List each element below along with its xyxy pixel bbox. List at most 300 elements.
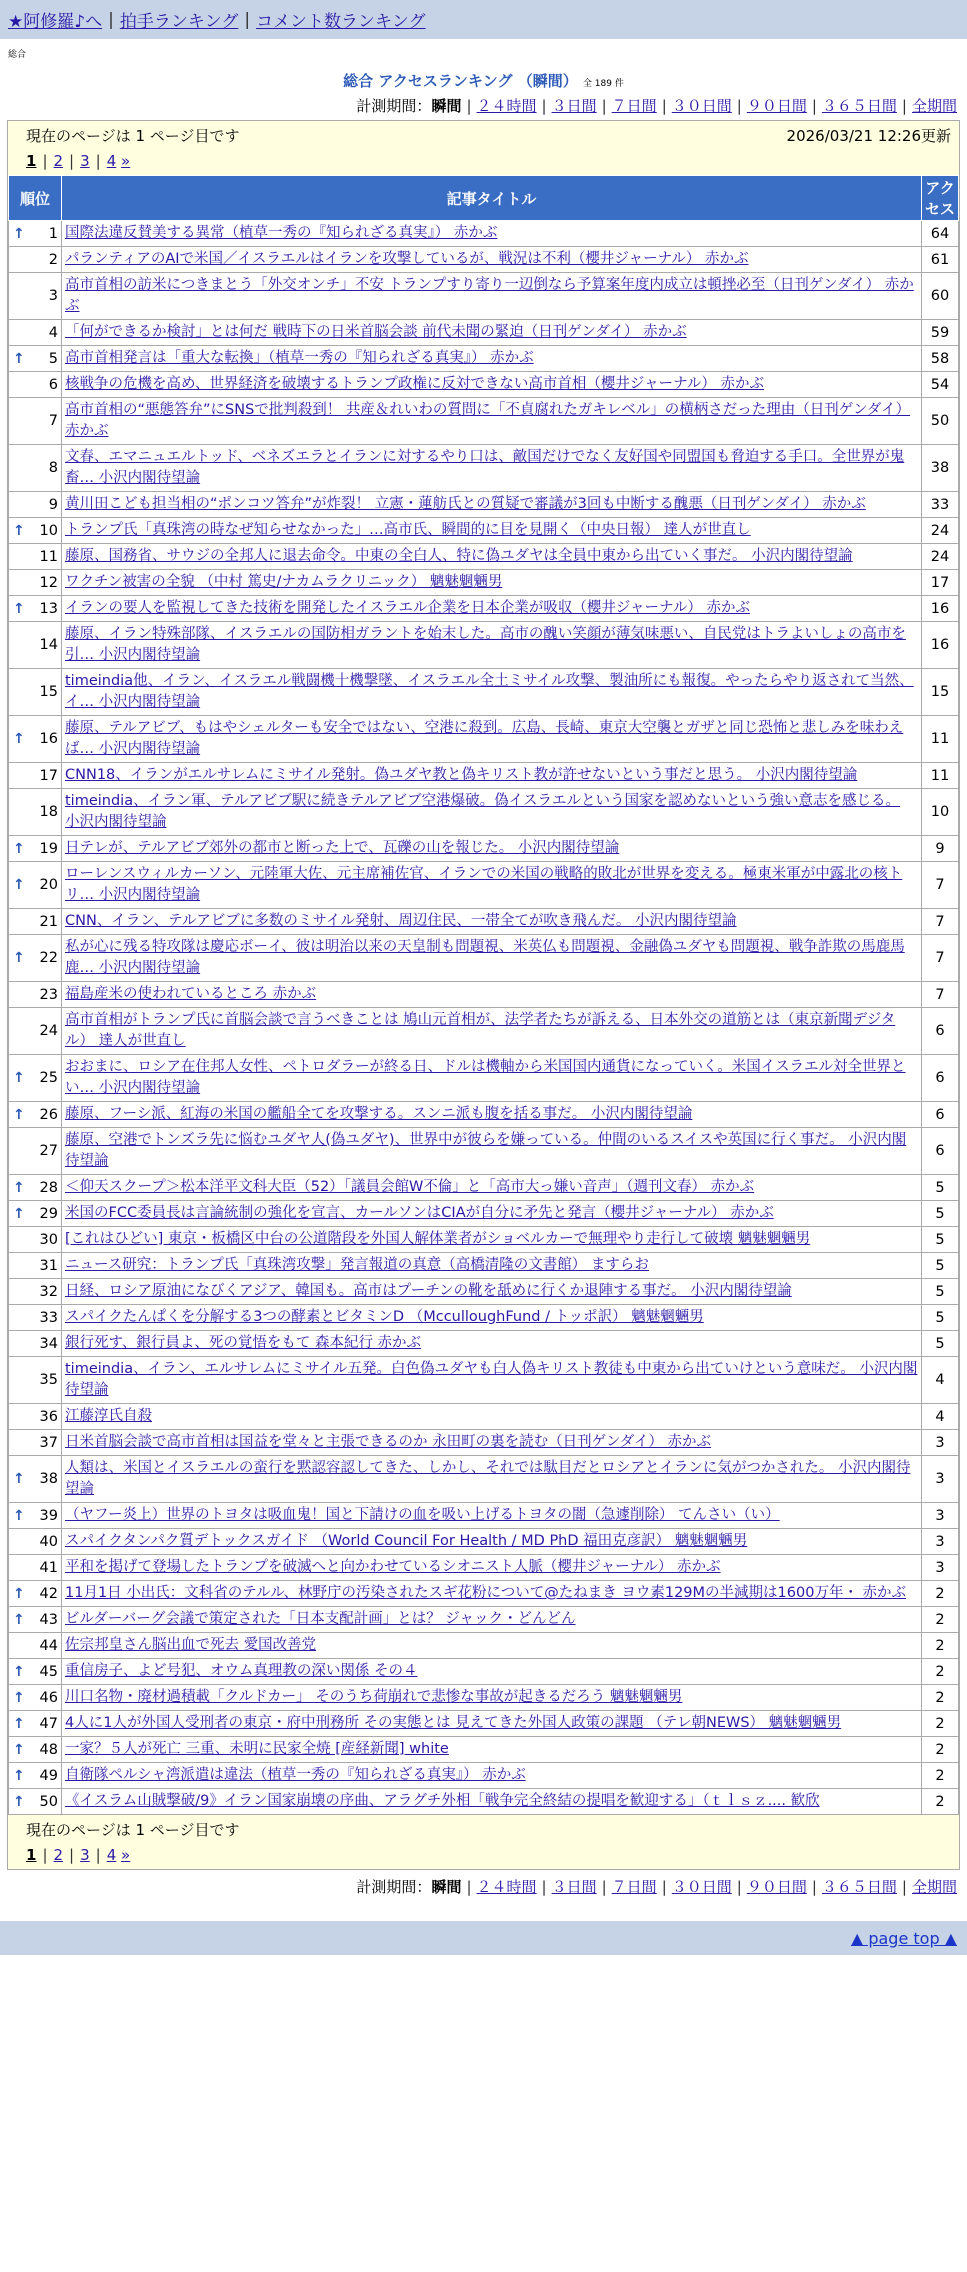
title-cell [62, 622, 922, 669]
rank-column-header: 順位 [9, 176, 62, 221]
article-link[interactable]: 高市首相がトランプ氏に首脳会談で言うべきことは 鳩山元首相が、法学者たちが訴える、日本外交の道筋とは（東京新聞デジタル） 達人が世直し [65, 1012, 896, 1049]
title-cell [62, 320, 922, 346]
table-row [9, 935, 959, 982]
table-header-row [9, 176, 959, 221]
period-option-link[interactable]: 全期間 [911, 1878, 957, 1896]
article-link[interactable]: 日米首脳会談で高市首相は国益を堂々と主張できるのか 永田町の裏を読む（日刊ゲンダイ） 赤かぶ [65, 1434, 712, 1450]
access-count: 2 [922, 1737, 959, 1763]
period-current: 瞬間 [431, 1878, 462, 1896]
article-link[interactable]: 4人に1人が外国人受刑者の東京・府中刑務所 その実態とは 見えてきた外国人政策の課題 （テレ朝NEWS） 魑魅魍魎男 [65, 1715, 842, 1731]
access-count: 24 [922, 544, 959, 570]
rank-number: 23 [39, 986, 58, 1003]
article-link[interactable]: 高市首相の訪米につきまとう「外交オンチ」不安 トランプすり寄り一辺倒なら予算案年度内成立は頓挫必至（日刊ゲンダイ） 赤かぶ [65, 277, 914, 314]
rank-cell [9, 544, 62, 570]
rank-cell [9, 1201, 62, 1227]
title-cell [62, 544, 922, 570]
rank-number: 24 [39, 1023, 58, 1039]
rank-cell [9, 320, 62, 346]
title-cell [62, 596, 922, 622]
access-count: 64 [922, 221, 959, 247]
rank-number: 22 [39, 950, 58, 966]
current-page-number: 1 [26, 152, 37, 170]
title-cell [62, 1456, 922, 1503]
access-count: 7 [922, 935, 959, 982]
table-row [9, 1253, 959, 1279]
page-link[interactable]: 3 [80, 1846, 90, 1864]
access-count: 50 [922, 398, 959, 445]
table-row [9, 1128, 959, 1175]
table-row [9, 445, 959, 492]
article-link[interactable]: timeindia、イラン軍、テルアビブ駅に続きテルアビブ空港爆破。偽イスラエルという国家を認めないという強い意志を感じる。 小沢内閣待望論 [65, 793, 900, 830]
article-link[interactable]: ローレンスウィルカーソン、元陸軍大佐、元主席補佐官、イランでの米国の戦略的敗北が世界を変える。極東米軍が中露北の核トリ… 小沢内閣待望論 [65, 866, 903, 903]
table-row [9, 763, 959, 789]
access-count: 3 [922, 1456, 959, 1503]
article-link[interactable]: スパイクたんぱくを分解する3つの酵素とビタミンD （McculloughFund / トッポ訳） 魑魅魍魎男 [65, 1309, 704, 1325]
title-cell [62, 273, 922, 320]
period-option-link[interactable]: ３６５日間 [821, 97, 897, 115]
access-count: 2 [922, 1607, 959, 1633]
clap-ranking-link[interactable]: 拍手ランキング [119, 12, 239, 32]
article-link[interactable]: パランティアのAIで米国／イスラエルはイランを攻撃しているが、戦況は不利（櫻井ジャーナル） 赤かぶ [65, 251, 749, 267]
access-count: 7 [922, 909, 959, 935]
rank-cell [9, 1633, 62, 1659]
up-arrow-icon: ↑ [13, 731, 25, 747]
rank-number: 10 [39, 522, 58, 539]
access-count: 3 [922, 1503, 959, 1529]
table-row [9, 1404, 959, 1430]
table-row [9, 836, 959, 862]
period-option-link[interactable]: ２４時間 [476, 97, 537, 115]
back-to-asyura-link[interactable]: ★阿修羅♪へ [8, 12, 103, 32]
table-row [9, 1227, 959, 1253]
rank-cell [9, 518, 62, 544]
period-option-link[interactable]: ２４時間 [476, 1878, 537, 1896]
rank-number: 19 [39, 840, 58, 857]
table-row [9, 1659, 959, 1685]
rank-cell [9, 1581, 62, 1607]
period-separator: | [466, 97, 472, 115]
ranking-title: 総合 アクセスランキング （瞬間） [343, 72, 578, 90]
rank-number: 40 [39, 1533, 58, 1550]
article-link[interactable]: （ヤフー炎上）世界のトヨタは吸血鬼！国と下請けの血を吸い上げるトヨタの闇（急遽削除） てんさい（い） [65, 1507, 780, 1523]
current-page-text: 現在のページは 1 ページ目です [26, 127, 240, 145]
access-count: 17 [922, 570, 959, 596]
period-option-link[interactable]: ３０日間 [671, 1878, 732, 1896]
title-cell [62, 1102, 922, 1128]
rank-cell [9, 909, 62, 935]
page-separator: | [42, 152, 48, 170]
article-link[interactable]: 平和を掲げて登場したトランプを破滅へと向かわせているシオニスト人脈（櫻井ジャーナル） 赤かぶ [65, 1559, 721, 1575]
rank-number: 1 [48, 225, 58, 242]
title-cell [62, 518, 922, 544]
rank-number: 48 [39, 1741, 58, 1758]
nav-separator: | [244, 9, 251, 30]
page-separator: | [69, 1846, 75, 1864]
up-arrow-icon: ↑ [13, 950, 25, 966]
table-row [9, 596, 959, 622]
current-page-number: 1 [26, 1846, 37, 1864]
article-link[interactable]: 高市首相発言は「重大な転換」（植草一秀の『知られざる真実』） 赤かぶ [65, 350, 534, 366]
rank-cell [9, 1685, 62, 1711]
table-row [9, 544, 959, 570]
article-link[interactable]: イランの要人を監視してきた技術を開発したイスラエル企業を日本企業が吸収（櫻井ジャーナル） 赤かぶ [65, 600, 750, 616]
page-link[interactable]: 2 [53, 1846, 64, 1864]
page-link[interactable]: 4 [106, 1846, 117, 1864]
article-link[interactable]: 銀行死す、銀行員よ、死の覚悟をもて 森本紀行 赤かぶ [65, 1335, 422, 1351]
rank-cell [9, 1763, 62, 1789]
rank-cell [9, 1175, 62, 1201]
total-count: 全 189 件 [582, 79, 624, 89]
title-cell [62, 1633, 922, 1659]
rank-number: 27 [39, 1143, 58, 1159]
title-cell [62, 1305, 922, 1331]
table-row [9, 247, 959, 273]
rank-cell [9, 763, 62, 789]
title-cell [62, 398, 922, 445]
article-link[interactable]: 黄川田こども担当相の“ポンコツ答弁”が炸裂！ 立憲・蓮舫氏との質疑で審議が3回も中断する醜悪（日刊ゲンダイ） 赤かぶ [65, 496, 866, 512]
article-link[interactable]: 《イスラム山賊撃破/9》イラン国家崩壊の序曲、アラグチ外相「戦争完全終結の提唱を歓迎する」（ｔｌｓｚ.... 歓欣 [65, 1793, 820, 1809]
access-count: 2 [922, 1659, 959, 1685]
period-option-link[interactable]: ３日間 [551, 1878, 597, 1896]
rank-cell [9, 1279, 62, 1305]
rank-number: 18 [39, 804, 58, 820]
up-arrow-icon: ↑ [13, 600, 25, 617]
article-link[interactable]: 重信房子、よど号犯、オウム真理教の深い関係 その４ [65, 1663, 418, 1679]
table-row [9, 982, 959, 1008]
article-link[interactable]: スパイクタンパク質デトックスガイド （World Council For Health / MD PhD 福田克彦訳） 魑魅魍魎男 [65, 1533, 748, 1549]
article-link[interactable]: 私が心に残る特攻隊は慶応ボーイ、彼は明治以来の天皇制も問題視、米英仏も問題視、金融偽ユダヤも問題視、戦争詐欺の馬鹿馬鹿… 小沢内閣待望論 [65, 939, 905, 976]
table-row [9, 1201, 959, 1227]
title-cell [62, 1737, 922, 1763]
table-row [9, 862, 959, 909]
table-row [9, 1555, 959, 1581]
period-option-link[interactable]: ３６５日間 [821, 1878, 897, 1896]
period-option-link[interactable]: 全期間 [911, 97, 957, 115]
article-link[interactable]: 川口名物・廃材過積載「クルドカー」 そのうち荷崩れで悲惨な事故が起きるだろう 魑魅魍魎男 [65, 1689, 683, 1705]
rank-cell [9, 1529, 62, 1555]
page-title [0, 70, 967, 91]
table-row [9, 1529, 959, 1555]
article-link[interactable]: 日経、ロシア原油になびくアジア、韓国も。高市はプーチンの靴を舐めに行くか退陣する事だ。 小沢内閣待望論 [65, 1283, 792, 1299]
access-count: 60 [922, 273, 959, 320]
rank-number: 14 [39, 637, 58, 653]
pagination [26, 1846, 949, 1864]
rank-cell [9, 1331, 62, 1357]
title-cell [62, 492, 922, 518]
title-cell [62, 1659, 922, 1685]
article-link[interactable]: 藤原、国務省、サウジの全邦人に退去命令。中東の全白人、特に偽ユダヤは全員中東から出ていく事だ。 小沢内閣待望論 [65, 548, 853, 564]
article-link[interactable]: 佐宗邦皇さん脳出血で死去 愛国改善党 [65, 1637, 317, 1653]
rank-cell [9, 1456, 62, 1503]
article-link[interactable]: 高市首相の“悪態答弁”にSNSで批判殺到！ 共産＆れいわの質問に「不貞腐れたガキレベル」の横柄さだった理由（日刊ゲンダイ） 赤かぶ [65, 402, 911, 439]
rank-number: 6 [48, 376, 58, 393]
rank-cell [9, 1789, 62, 1815]
table-row [9, 1503, 959, 1529]
title-cell [62, 1404, 922, 1430]
access-count: 54 [922, 372, 959, 398]
article-link[interactable]: 自衛隊ペルシャ湾派遣は違法（植草一秀の『知られざる真実』） 赤かぶ [65, 1767, 526, 1783]
access-count: 59 [922, 320, 959, 346]
article-link[interactable]: ワクチン被害の全貌 （中村 篤史/ナカムラクリニック） 魑魅魍魎男 [65, 574, 503, 590]
ranking-container [7, 120, 960, 1870]
footer-bar [0, 1921, 967, 1955]
access-count: 16 [922, 596, 959, 622]
title-cell [62, 716, 922, 763]
up-arrow-icon: ↑ [13, 877, 25, 893]
page-separator: | [95, 1846, 101, 1864]
title-cell [62, 372, 922, 398]
page-info-bottom [8, 1815, 959, 1869]
rank-number: 32 [39, 1283, 58, 1300]
rank-cell [9, 1711, 62, 1737]
period-option-link[interactable]: ９０日間 [746, 1878, 807, 1896]
article-link[interactable]: 藤原、空港でトンズラ先に悩むユダヤ人(偽ユダヤ)、世界中が彼らを嫌っている。仲間のいるスイスや英国に行く事だ。 小沢内閣待望論 [65, 1132, 907, 1169]
access-count: 10 [922, 789, 959, 836]
title-cell [62, 1711, 922, 1737]
title-cell [62, 1685, 922, 1711]
up-arrow-icon: ↑ [13, 1611, 25, 1628]
up-arrow-icon: ↑ [13, 1070, 25, 1086]
rank-number: 15 [39, 684, 58, 700]
rank-number: 5 [48, 350, 58, 367]
article-link[interactable]: CNN、イラン、テルアビブに多数のミサイル発射、周辺住民、一帯全てが吹き飛んだ。 小沢内閣待望論 [65, 913, 737, 929]
nav-separator: | [108, 9, 114, 30]
rank-number: 46 [39, 1689, 58, 1706]
access-count: 4 [922, 1404, 959, 1430]
rank-cell [9, 346, 62, 372]
table-row [9, 1685, 959, 1711]
period-separator: | [661, 97, 667, 115]
title-cell [62, 1581, 922, 1607]
period-current: 瞬間 [431, 97, 462, 115]
article-link[interactable]: 一家？５人が死亡 三重、未明に民家全焼 [産経新聞] white [65, 1741, 449, 1757]
article-link[interactable]: ＜仰天スクープ＞松本洋平文科大臣（52）「議員会館W不倫」と「高市大っ嫌い音声」（週刊文春） 赤かぶ [65, 1179, 755, 1195]
access-count: 3 [922, 1430, 959, 1456]
up-arrow-icon: ↑ [13, 1205, 25, 1222]
comment-ranking-link[interactable]: コメント数ランキング [256, 12, 426, 32]
rank-cell [9, 1305, 62, 1331]
article-link[interactable]: 福島産米の使われているところ 赤かぶ [65, 986, 317, 1002]
title-cell [62, 1227, 922, 1253]
updated-timestamp: 2026/03/21 12:26更新 [786, 127, 951, 145]
page-link[interactable]: 3 [80, 152, 90, 170]
period-label: 計測期間： [356, 97, 432, 115]
access-count: 7 [922, 862, 959, 909]
period-separator: | [601, 97, 607, 115]
rank-cell [9, 935, 62, 982]
category-label: 総合 [8, 50, 27, 60]
title-cell [62, 836, 922, 862]
current-page-text: 現在のページは 1 ページ目です [26, 1821, 240, 1839]
access-count: 11 [922, 716, 959, 763]
period-label: 計測期間： [356, 1878, 432, 1896]
article-link[interactable]: 日テレが、テルアビブ郊外の都市と断った上で、瓦礫の山を報じた。 小沢内閣待望論 [65, 840, 620, 856]
title-cell [62, 1279, 922, 1305]
rank-number: 44 [39, 1637, 58, 1654]
access-count: 2 [922, 1789, 959, 1815]
access-count: 6 [922, 1128, 959, 1175]
title-cell [62, 1128, 922, 1175]
period-option-link[interactable]: ３０日間 [671, 97, 732, 115]
period-separator: | [601, 1878, 607, 1896]
title-cell [62, 1253, 922, 1279]
title-cell [62, 1175, 922, 1201]
rank-number: 37 [39, 1434, 58, 1451]
rank-number: 3 [48, 288, 58, 304]
article-link[interactable]: トランプ氏「真珠湾の時なぜ知らせなかった」…高市氏、瞬間的に目を見開く（中央日報） 達人が世直し [65, 522, 751, 538]
access-count: 9 [922, 836, 959, 862]
title-cell [62, 669, 922, 716]
page-link[interactable]: 2 [53, 152, 64, 170]
next-page-link[interactable]: » [121, 1846, 131, 1864]
title-cell [62, 1331, 922, 1357]
rank-number: 29 [39, 1205, 58, 1222]
title-cell [62, 247, 922, 273]
article-link[interactable]: 文春、エマニュエルトッド、ベネズエラとイランに対するやり口は、敵国だけでなく友好国や同盟国も脅迫する手口。全世界が鬼畜… 小沢内閣待望論 [65, 449, 905, 486]
article-link[interactable]: 藤原、フーシ派、紅海の米国の艦船全てを攻撃する。スンニ派も腹を括る事だ。 小沢内閣待望論 [65, 1106, 693, 1122]
rank-cell [9, 221, 62, 247]
article-link[interactable]: 江藤淳氏自殺 [65, 1408, 152, 1424]
rank-number: 33 [39, 1309, 58, 1326]
period-separator: | [541, 1878, 547, 1896]
access-count: 6 [922, 1008, 959, 1055]
next-page-link[interactable]: » [121, 152, 131, 170]
article-link[interactable]: 藤原、テルアビブ、もはやシェルターも安全ではない、空港に殺到。広島、長崎、東京大空襲とガザと同じ恐怖と悲しみを味わえば… 小沢内閣待望論 [65, 720, 904, 757]
rank-cell [9, 789, 62, 836]
access-count: 2 [922, 1763, 959, 1789]
up-arrow-icon: ↑ [13, 1715, 25, 1732]
access-count: 6 [922, 1102, 959, 1128]
title-cell [62, 935, 922, 982]
table-row [9, 1008, 959, 1055]
up-arrow-icon: ↑ [13, 350, 25, 367]
title-cell [62, 221, 922, 247]
rank-cell [9, 862, 62, 909]
rank-cell [9, 1102, 62, 1128]
access-count: 33 [922, 492, 959, 518]
period-option-link[interactable]: ７日間 [611, 97, 657, 115]
table-row [9, 1175, 959, 1201]
title-cell [62, 1008, 922, 1055]
table-row [9, 1430, 959, 1456]
article-link[interactable]: 「何ができるか検討」とは何だ 戦時下の日米首脳会談 前代未聞の緊迫（日刊ゲンダイ） 赤かぶ [65, 324, 687, 340]
article-link[interactable]: 11月1日 小出氏：文科省のテルル、林野庁の汚染されたスギ花粉について@たねまき ヨウ素129Mの半減期は1600万年・ 赤かぶ [65, 1585, 907, 1601]
rank-cell [9, 1430, 62, 1456]
access-count: 5 [922, 1279, 959, 1305]
table-row [9, 1456, 959, 1503]
page-link[interactable]: 4 [106, 152, 117, 170]
up-arrow-icon: ↑ [13, 1106, 25, 1123]
article-link[interactable]: ニュース研究：トランプ氏「真珠湾攻撃」発言報道の真意（高橋清隆の文書館） ますらお [65, 1257, 649, 1273]
rank-number: 8 [48, 460, 58, 476]
rank-number: 50 [39, 1793, 58, 1810]
page-separator: | [69, 152, 75, 170]
rank-cell [9, 1008, 62, 1055]
rank-number: 39 [39, 1507, 58, 1524]
article-link[interactable]: 人類は、米国とイスラエルの蛮行を黙認容認してきた、しかし、それでは駄目だとロシアとイランに気がつかされた。 小沢内閣待望論 [65, 1460, 911, 1497]
access-column-header: アクセス [922, 176, 959, 221]
article-link[interactable]: [これはひどい] 東京・板橋区中台の公道階段を外国人解体業者がショベルカーで無理やり走行して破壊 魑魅魍魎男 [65, 1231, 811, 1247]
rank-number: 43 [39, 1611, 58, 1628]
table-row [9, 1711, 959, 1737]
period-option-link[interactable]: ７日間 [611, 1878, 657, 1896]
title-cell [62, 1503, 922, 1529]
title-cell [62, 1430, 922, 1456]
table-row [9, 320, 959, 346]
title-column-header: 記事タイトル [62, 176, 922, 221]
rank-number: 13 [39, 600, 58, 617]
article-link[interactable]: timeindia他、イラン、イスラエル戦闘機十機撃墜、イスラエル全土ミサイル攻撃、製油所にも報復。やったらやり返されて当然、イ… 小沢内閣待望論 [65, 673, 914, 710]
period-separator: | [901, 1878, 907, 1896]
period-selector [0, 95, 967, 116]
rank-cell [9, 669, 62, 716]
title-cell [62, 1201, 922, 1227]
table-row [9, 346, 959, 372]
up-arrow-icon: ↑ [13, 1793, 25, 1810]
access-count: 2 [922, 1685, 959, 1711]
article-link[interactable]: おおまに、ロシア在住邦人女性、ペトロダラーが終る日、ドルは機軸から米国国内通貨になっていく。米国イスラエル対全世界とい… 小沢内閣待望論 [65, 1059, 906, 1096]
table-row [9, 372, 959, 398]
title-cell [62, 1789, 922, 1815]
rank-cell [9, 570, 62, 596]
rank-number: 34 [39, 1335, 58, 1352]
rank-number: 36 [39, 1408, 58, 1425]
table-row [9, 1633, 959, 1659]
table-row [9, 570, 959, 596]
up-arrow-icon: ↑ [13, 1471, 25, 1487]
rank-number: 41 [39, 1559, 58, 1576]
access-count: 3 [922, 1529, 959, 1555]
table-row [9, 669, 959, 716]
access-count: 2 [922, 1711, 959, 1737]
title-cell [62, 346, 922, 372]
table-row [9, 1607, 959, 1633]
ranking-table [8, 175, 959, 1815]
access-count: 4 [922, 1357, 959, 1404]
article-link[interactable]: ビルダーバーグ会議で策定された「日本支配計画」とは？ ジャック・どんどん [65, 1611, 576, 1627]
title-cell [62, 1529, 922, 1555]
article-link[interactable]: 国際法違反賛美する異常（植草一秀の『知られざる真実』） 赤かぶ [65, 225, 498, 241]
rank-number: 28 [39, 1179, 58, 1196]
title-cell [62, 1555, 922, 1581]
title-cell [62, 1357, 922, 1404]
article-link[interactable]: 藤原、イラン特殊部隊、イスラエルの国防相ガラントを始末した。高市の醜い笑顔が薄気味悪い、自民党はトラよいしょの高市を引… 小沢内閣待望論 [65, 626, 906, 663]
period-option-link[interactable]: ３日間 [551, 97, 597, 115]
table-row [9, 716, 959, 763]
title-cell [62, 789, 922, 836]
up-arrow-icon: ↑ [13, 1767, 25, 1784]
page-separator: | [42, 1846, 48, 1864]
pagination [26, 152, 949, 170]
article-link[interactable]: CNN18、イランがエルサレムにミサイル発射。偽ユダヤ教と偽キリスト教が許せないという事だと思う。 小沢内閣待望論 [65, 767, 858, 783]
table-row [9, 273, 959, 320]
rank-number: 38 [39, 1471, 58, 1487]
article-link[interactable]: timeindia、イラン、エルサレムにミサイル五発。白色偽ユダヤも白人偽キリスト教徒も中東から出ていけという意味だ。 小沢内閣待望論 [65, 1361, 918, 1398]
article-link[interactable]: 米国のFCC委員長は言論統制の強化を宣言、カールソンはCIAが自分に矛先と発言（櫻井ジャーナル） 赤かぶ [65, 1205, 774, 1221]
up-arrow-icon: ↑ [13, 1585, 25, 1602]
access-count: 38 [922, 445, 959, 492]
access-count: 61 [922, 247, 959, 273]
up-arrow-icon: ↑ [13, 1507, 25, 1524]
period-option-link[interactable]: ９０日間 [746, 97, 807, 115]
page-separator: | [95, 152, 101, 170]
article-link[interactable]: 核戦争の危機を高め、世界経済を破壊するトランプ政権に反対できない高市首相（櫻井ジャーナル） 赤かぶ [65, 376, 765, 392]
rank-cell [9, 622, 62, 669]
page-top-link[interactable]: ▲ page top ▲ [850, 1928, 957, 1948]
rank-cell [9, 1555, 62, 1581]
period-separator: | [661, 1878, 667, 1896]
rank-number: 25 [39, 1070, 58, 1086]
